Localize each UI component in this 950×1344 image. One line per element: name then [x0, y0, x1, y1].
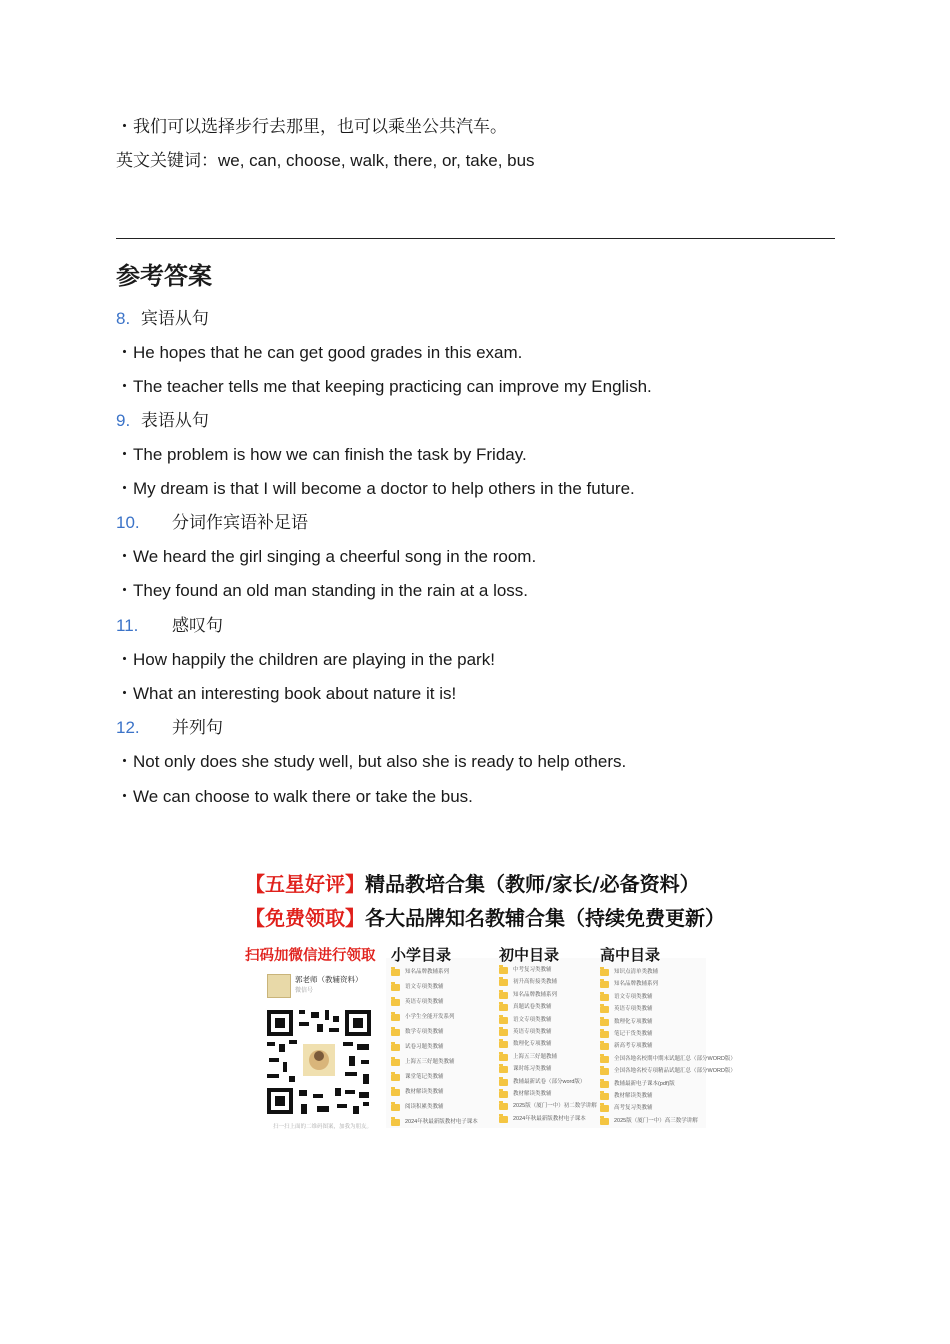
answer-item-number: 11. — [116, 616, 139, 635]
folder-item[interactable]: 知名品牌教辅系列 — [391, 966, 501, 981]
folder-item[interactable]: 语文专项类教辅 — [499, 1014, 609, 1026]
folder-icon — [391, 984, 400, 991]
answer-item-title — [116, 512, 308, 534]
folder-icon — [600, 1118, 609, 1125]
folder-item[interactable]: 2024年秋最新版教材电子课本 — [499, 1113, 609, 1125]
answer-item-number: 9. — [116, 411, 131, 430]
folder-icon — [391, 1014, 400, 1021]
answer-sentence: ・We heard the girl singing a cheerful song in the room. — [116, 547, 537, 566]
folder-icon — [600, 994, 609, 1001]
folder-icon — [391, 969, 400, 976]
folder-item[interactable]: 上海五三好题类教辅 — [391, 1056, 501, 1071]
wechat-profile — [267, 972, 387, 998]
folder-icon — [499, 967, 508, 974]
folder-list-junior — [499, 964, 609, 1125]
folder-item[interactable]: 高考复习类教辅 — [600, 1102, 710, 1114]
folder-icon — [499, 1004, 508, 1011]
folder-list-primary — [391, 966, 501, 1131]
folder-item[interactable]: 小学生全能开发系列 — [391, 1011, 501, 1026]
qr-code-icon[interactable] — [265, 1008, 373, 1116]
folder-item[interactable]: 2024年秋最新版教材电子课本 — [391, 1116, 501, 1131]
promo-tag-free: 【免费领取】 — [245, 906, 365, 930]
folder-item[interactable]: 知名品牌教辅系列 — [600, 978, 710, 990]
folder-list-senior — [600, 966, 736, 1127]
folder-icon — [600, 1019, 609, 1026]
folder-item[interactable]: 新高考专项教辅 — [600, 1040, 710, 1052]
answer-item-number: 12. — [116, 718, 140, 737]
folder-icon — [391, 1029, 400, 1036]
profile-name: 郭老师（教辅资料） — [295, 975, 363, 984]
promo-desc-2: 各大品牌知名教辅合集（持续免费更新） — [365, 906, 725, 930]
answer-item-number: 8. — [116, 309, 131, 328]
folder-icon — [391, 999, 400, 1006]
folder-icon — [600, 1081, 609, 1088]
folder-icon — [499, 1029, 508, 1036]
folder-icon — [600, 1056, 609, 1063]
folder-icon — [391, 1044, 400, 1051]
folder-item[interactable]: 语文专项类教辅 — [391, 981, 501, 996]
promo-desc-1: 精品教培合集（教师/家长/必备资料） — [365, 872, 700, 896]
folder-icon — [600, 981, 609, 988]
folder-item[interactable]: 语文专项类教辅 — [600, 991, 710, 1003]
column-title-primary: 小学目录 — [391, 946, 452, 964]
folder-icon — [499, 1066, 508, 1073]
intro-keywords: 英文关键词：we, can, choose, walk, there, or, take, bus — [116, 151, 535, 170]
folder-icon — [600, 1031, 609, 1038]
answers-heading: 参考答案 — [116, 263, 212, 290]
answer-sentence: ・The problem is how we can finish the task by Friday. — [116, 445, 527, 464]
answer-sentence: ・The teacher tells me that keeping practicing can improve my English. — [116, 377, 652, 396]
answer-sentence: ・We can choose to walk there or take the bus. — [116, 787, 473, 806]
folder-icon — [600, 1093, 609, 1100]
folder-item[interactable]: 数理化专项教辅 — [600, 1016, 710, 1028]
folder-icon — [600, 1006, 609, 1013]
answer-sentence: ・My dream is that I will become a doctor to help others in the future. — [116, 479, 635, 498]
folder-icon — [600, 1043, 609, 1050]
folder-item[interactable]: 2025版（厦门一中）初二数学讲解 — [499, 1100, 609, 1112]
promo-line-2 — [245, 902, 725, 931]
folder-item[interactable]: 知名品牌教辅系列 — [499, 989, 609, 1001]
folder-item[interactable]: 数理化专项教辅 — [499, 1038, 609, 1050]
folder-item[interactable]: 课时练习类教辅 — [499, 1063, 609, 1075]
answer-item-title — [116, 615, 223, 637]
profile-subtitle: 微信号 — [295, 988, 314, 994]
intro-sentence: ・我们可以选择步行去那里，也可以乘坐公共汽车。 — [116, 117, 507, 136]
answer-item-label: 分词作宾语补足语 — [172, 513, 308, 532]
answer-item-number: 10. — [116, 513, 140, 532]
answer-sentence: ・They found an old man standing in the rain at a loss. — [116, 581, 529, 600]
folder-item[interactable]: 英语专项类教辅 — [391, 996, 501, 1011]
folder-icon — [499, 992, 508, 999]
folder-icon — [499, 1041, 508, 1048]
folder-icon — [391, 1059, 400, 1066]
answer-item-title — [116, 308, 209, 330]
folder-item[interactable]: 全国各地名校期中期末试题汇总（部分WORD版） — [600, 1053, 710, 1065]
folder-icon — [391, 1119, 400, 1126]
section-divider — [116, 238, 835, 239]
answer-sentence: ・What an interesting book about nature it is! — [116, 684, 457, 703]
folder-item[interactable]: 试卷习题类教辅 — [391, 1041, 501, 1056]
folder-icon — [600, 1105, 609, 1112]
folder-item[interactable]: 笔记干货类教辅 — [600, 1028, 710, 1040]
avatar — [267, 974, 291, 998]
folder-item[interactable]: 教材解读类教辅 — [499, 1088, 609, 1100]
folder-icon — [499, 1103, 508, 1110]
answer-item-label: 宾语从句 — [140, 309, 209, 328]
promo-banner — [243, 858, 736, 1134]
folder-item[interactable]: 初升高衔接类教辅 — [499, 976, 609, 988]
folder-icon — [391, 1074, 400, 1081]
folder-item[interactable]: 课堂笔记类教辅 — [391, 1071, 501, 1086]
answer-sentence: ・Not only does she study well, but also she is ready to help others. — [116, 752, 627, 771]
folder-icon — [391, 1104, 400, 1111]
scan-instruction: 扫码加微信进行领取 — [245, 947, 376, 964]
folder-item[interactable]: 教辅最新试卷（部分word版） — [499, 1076, 609, 1088]
folder-item[interactable]: 英语专项类教辅 — [600, 1003, 710, 1015]
folder-item[interactable]: 中考复习类教辅 — [499, 964, 609, 976]
answer-item-title — [116, 410, 209, 432]
folder-item[interactable]: 教材解读类教辅 — [600, 1090, 710, 1102]
answer-item-label: 表语从句 — [140, 411, 209, 430]
folder-item[interactable]: 上海五三好题教辅 — [499, 1051, 609, 1063]
folder-icon — [600, 1068, 609, 1075]
promo-tag-rating: 【五星好评】 — [245, 872, 365, 896]
folder-item[interactable]: 真题试卷类教辅 — [499, 1001, 609, 1013]
folder-icon — [499, 1054, 508, 1061]
folder-item[interactable]: 2025版（厦门一中）高三数学讲解 — [600, 1115, 710, 1127]
folder-icon — [499, 1017, 508, 1024]
folder-icon — [391, 1089, 400, 1096]
folder-icon — [499, 1079, 508, 1086]
answer-item-label: 并列句 — [172, 718, 223, 737]
folder-item[interactable]: 全国各地名校专项精品试题汇总（部分WORD版） — [600, 1065, 710, 1077]
folder-icon — [499, 1116, 508, 1123]
answer-sentence: ・How happily the children are playing in the park! — [116, 650, 495, 669]
folder-item[interactable]: 阅读积累类教辅 — [391, 1101, 501, 1116]
promo-line-1 — [245, 868, 700, 897]
folder-item[interactable]: 教材解读类教辅 — [391, 1086, 501, 1101]
answer-item-title — [116, 717, 223, 739]
qr-caption: 扫一扫上面的二维码图案，加我为朋友。 — [273, 1124, 373, 1130]
folder-icon — [499, 979, 508, 986]
folder-item[interactable]: 英语专项类教辅 — [499, 1026, 609, 1038]
column-title-senior: 高中目录 — [600, 946, 661, 964]
answer-sentence: ・He hopes that he can get good grades in this exam. — [116, 343, 523, 362]
folder-item[interactable]: 教辅最新电子课本(pdf)版 — [600, 1078, 710, 1090]
folder-item[interactable]: 知识点清单类教辅 — [600, 966, 710, 978]
folder-icon — [600, 969, 609, 976]
folder-icon — [499, 1091, 508, 1098]
answer-item-label: 感叹句 — [172, 616, 223, 635]
column-title-junior: 初中目录 — [499, 946, 560, 964]
folder-item[interactable]: 数学专项类教辅 — [391, 1026, 501, 1041]
